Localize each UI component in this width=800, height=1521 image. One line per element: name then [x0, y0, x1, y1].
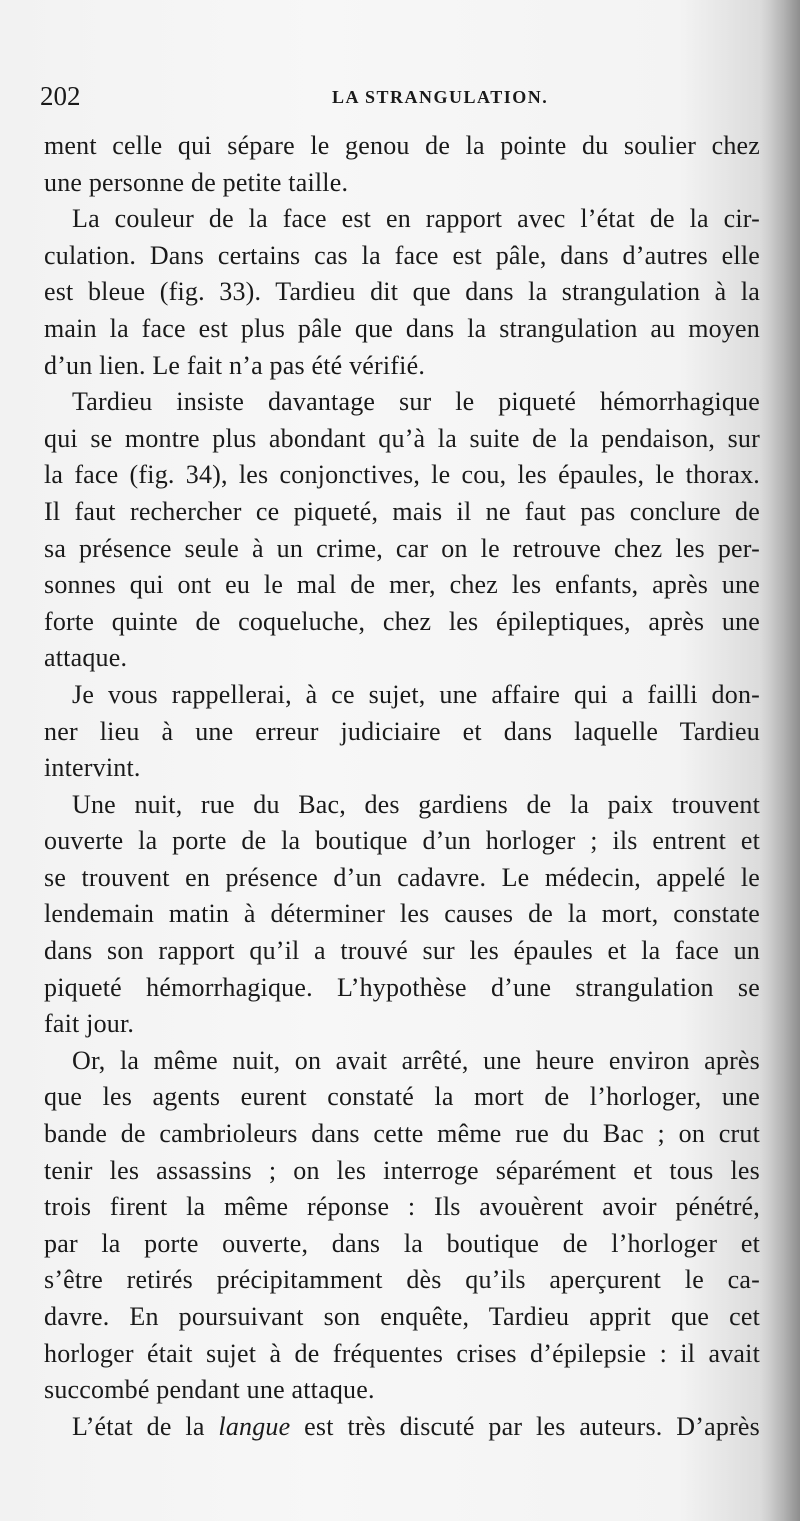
- text-line: Je vous rappellerai, à ce sujet, une affaire qui a failli don-: [72, 679, 760, 709]
- text-fragment: L’état de la: [72, 1411, 219, 1441]
- text-line: Il faut rechercher ce piqueté, mais il ne faut pas conclure de: [44, 496, 760, 526]
- text-line: davre. En poursuivant son enquête, Tardieu apprit que cet: [44, 1302, 760, 1331]
- text-line: Tardieu insiste davantage sur le piqueté hémorrhagique: [72, 387, 760, 417]
- text-line: que les agents eurent constaté la mort de l’horloger, une: [44, 1082, 760, 1112]
- text-line: piqueté hémorrhagique. L’hypothèse d’une strangulation se: [44, 972, 760, 1002]
- text-line: attaque.: [44, 643, 128, 673]
- text-line: culation. Dans certains cas la face est pâle, dans d’autres elle: [44, 240, 760, 270]
- text-line: une personne de petite taille.: [44, 167, 349, 197]
- text-line: succombé pendant une attaque.: [44, 1375, 375, 1405]
- text-line: la face (fig. 34), les conjonctives, le cou, les épaules, le thorax.: [44, 460, 760, 490]
- text-line: dans son rapport qu’il a trouvé sur les épaules et la face un: [44, 936, 760, 966]
- text-fragment: est très discuté par les auteurs. D’après: [290, 1411, 760, 1441]
- running-head: LA STRANGULATION.: [332, 87, 549, 107]
- text-line: ment celle qui sépare le genou de la pointe du soulier chez: [44, 131, 760, 160]
- text-line: se trouvent en présence d’un cadavre. Le médecin, appelé le: [44, 862, 760, 892]
- page-number: 202: [40, 81, 81, 111]
- body-text: [44, 128, 760, 1445]
- text-line: ouverte la porte de la boutique d’un horloger ; ils entrent et: [44, 826, 760, 856]
- text-line: Or, la même nuit, on avait arrêté, une heure environ après: [72, 1045, 760, 1075]
- text-line: ner lieu à une erreur judiciaire et dans laquelle Tardieu: [44, 716, 760, 746]
- text-line: lendemain matin à déterminer les causes de la mort, constate: [44, 899, 760, 929]
- text-line: Une nuit, rue du Bac, des gardiens de la paix trouvent: [72, 789, 760, 819]
- text-line: par la porte ouverte, dans la boutique de l’horloger et: [44, 1228, 760, 1258]
- text-line: trois firent la même réponse : Ils avouèrent avoir pénétré,: [44, 1192, 760, 1222]
- text-line: horloger était sujet à de fréquentes crises d’épilepsie : il avait: [44, 1338, 760, 1368]
- text-line: sonnes qui ont eu le mal de mer, chez les enfants, après une: [44, 570, 760, 600]
- text-line: est bleue (fig. 33). Tardieu dit que dans la strangulation à la: [44, 277, 760, 307]
- text-line: d’un lien. Le fait n’a pas été vérifié.: [44, 350, 426, 380]
- italic-term: langue: [218, 1411, 291, 1441]
- text-line: La couleur de la face est en rapport avec l’état de la cir-: [72, 204, 760, 234]
- text-line: sa présence seule à un crime, car on le retrouve chez les per-: [44, 533, 760, 563]
- text-line: forte quinte de coqueluche, chez les épileptiques, après une: [44, 606, 760, 636]
- text-line: main la face est plus pâle que dans la strangulation au moyen: [44, 313, 760, 343]
- binding-shadow: [760, 0, 800, 1521]
- text-line: intervint.: [44, 753, 141, 783]
- text-line: s’être retirés précipitamment dès qu’ils aperçurent le ca-: [44, 1265, 760, 1295]
- text-line: bande de cambrioleurs dans cette même rue du Bac ; on crut: [44, 1119, 760, 1149]
- text-line: tenir les assassins ; on les interroge séparément et tous les: [44, 1155, 760, 1185]
- text-line: qui se montre plus abondant qu’à la suite de la pendaison, sur: [44, 423, 760, 453]
- text-line: fait jour.: [44, 1009, 135, 1039]
- page-header: [40, 78, 760, 114]
- text-line-last: [44, 1409, 760, 1446]
